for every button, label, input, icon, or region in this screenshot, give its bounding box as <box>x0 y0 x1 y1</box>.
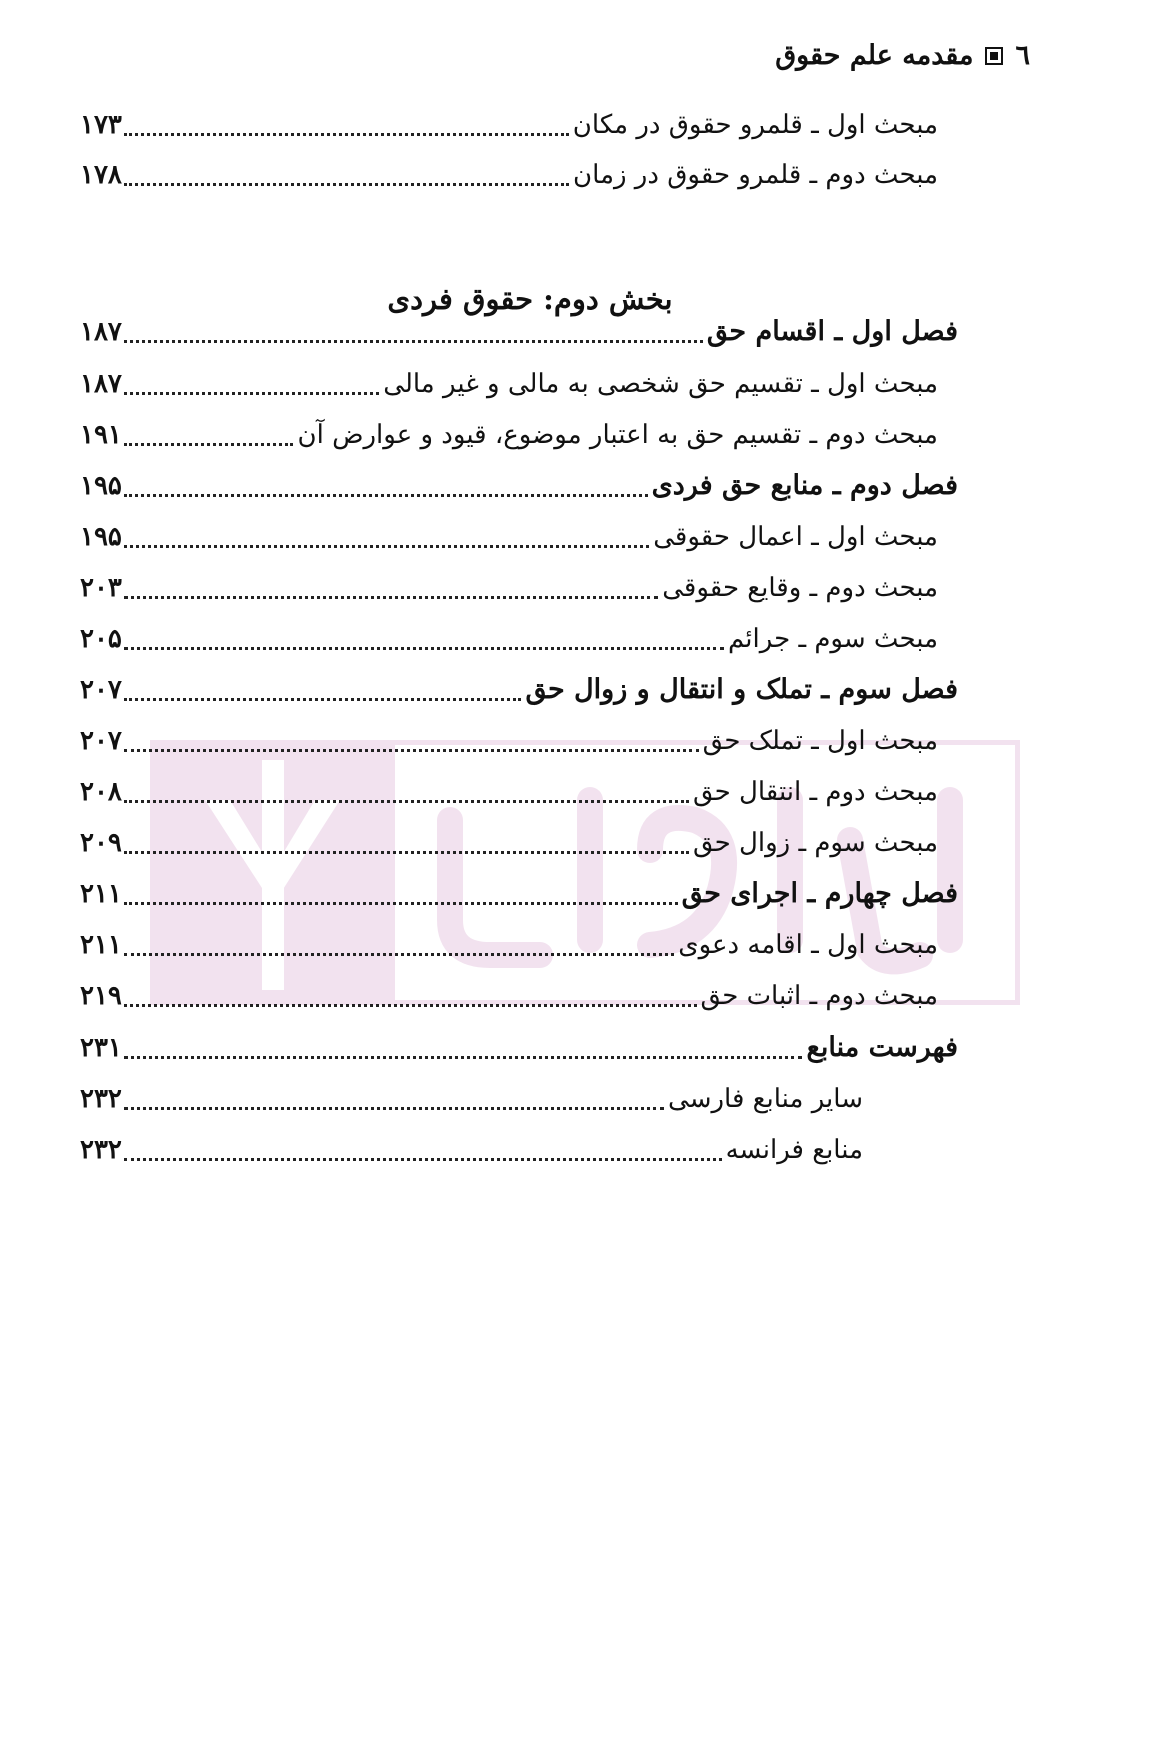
toc-leader-dots <box>124 443 294 446</box>
toc-entry <box>80 872 958 912</box>
toc-entry-page: ۲۳۲ <box>80 1084 122 1114</box>
toc-entry-page: ۱۷۳ <box>80 110 122 140</box>
toc-entry-page: ۲۳۲ <box>80 1135 122 1165</box>
toc-entry-title: مبحث سوم ـ زوال حق <box>692 828 938 858</box>
toc-entry-title: مبحث اول ـ تملک حق <box>702 726 938 756</box>
toc-leader-dots <box>124 340 703 343</box>
toc-leader-dots <box>124 953 674 956</box>
toc-entry-page: ۱۸۷ <box>80 369 122 399</box>
toc-entry <box>80 103 938 143</box>
toc-entry-page: ۲۱۱ <box>80 879 122 909</box>
toc-entry <box>80 974 938 1014</box>
toc-entry-title: فصل دوم ـ منابع حق فردی <box>651 470 958 501</box>
toc-entry-title: فصل اول ـ اقسام حق <box>706 316 958 347</box>
toc-entry-title: سایر منابع فارسی <box>668 1084 863 1114</box>
toc-leader-dots <box>124 1158 722 1161</box>
toc-entry <box>80 413 938 453</box>
toc-leader-dots <box>124 596 658 599</box>
toc-entry-page: ۲۰۹ <box>80 828 122 858</box>
toc-entry <box>80 310 958 350</box>
part-heading: بخش دوم: حقوق فردی <box>387 282 673 316</box>
page-number: ٦ <box>1015 40 1030 71</box>
toc-entry-page: ۱۹۵ <box>80 522 122 552</box>
toc-entry <box>80 821 938 861</box>
toc-leader-dots <box>124 749 699 752</box>
toc-leader-dots <box>124 698 522 701</box>
toc-leader-dots <box>124 902 678 905</box>
toc-entry <box>80 153 938 193</box>
toc-leader-dots <box>124 133 569 136</box>
toc-entry-page: ۱۷۸ <box>80 160 122 190</box>
toc-entry-title: مبحث اول ـ اقامه دعوی <box>678 930 938 960</box>
toc-entry <box>80 617 938 657</box>
toc-entry <box>80 668 958 708</box>
toc-entry-page: ۱۸۷ <box>80 317 122 347</box>
toc-entry-page: ۲۱۹ <box>80 981 122 1011</box>
toc-entry-title: مبحث دوم ـ اثبات حق <box>700 981 938 1011</box>
toc-entry-page: ۱۹۵ <box>80 471 122 501</box>
toc-entry-page: ۲۰۷ <box>80 726 122 756</box>
toc-entry-title: فصل سوم ـ تملک و انتقال و زوال حق <box>525 674 958 705</box>
toc-entry-title: مبحث اول ـ اعمال حقوقی <box>653 522 938 552</box>
toc-entry <box>80 515 938 555</box>
page-header <box>775 40 1030 71</box>
toc-entry <box>80 1128 863 1168</box>
toc-entry-title: مبحث دوم ـ انتقال حق <box>692 777 938 807</box>
toc-entry <box>80 566 938 606</box>
toc-entry <box>80 770 938 810</box>
toc-leader-dots <box>124 851 689 854</box>
toc-entry-page: ۱۹۱ <box>80 420 122 450</box>
toc-entry-page: ۲۰۸ <box>80 777 122 807</box>
toc-leader-dots <box>124 800 689 803</box>
toc-entry-title: مبحث دوم ـ وقایع حقوقی <box>662 573 938 603</box>
toc-entry-title: مبحث اول ـ قلمرو حقوق در مکان <box>572 110 938 140</box>
toc-entry-title: مبحث سوم ـ جرائم <box>728 624 938 654</box>
toc-leader-dots <box>124 494 648 497</box>
toc-entry <box>80 362 938 402</box>
toc-leader-dots <box>124 1056 803 1059</box>
toc-entry-title: فصل چهارم ـ اجرای حق <box>681 878 958 909</box>
toc-leader-dots <box>124 545 649 548</box>
square-bullet-icon <box>985 47 1003 65</box>
toc-entry-page: ۲۰۵ <box>80 624 122 654</box>
toc-leader-dots <box>124 1107 664 1110</box>
toc-leader-dots <box>124 183 569 186</box>
toc-entry-title: فهرست منابع <box>806 1032 958 1063</box>
toc-entry-title: منابع فرانسه <box>725 1135 863 1165</box>
toc-leader-dots <box>124 647 724 650</box>
toc-entry-title: مبحث دوم ـ تقسیم حق به اعتبار موضوع، قیود و عوارض آن <box>297 420 938 450</box>
toc-entry <box>80 1026 958 1066</box>
toc-entry-title: مبحث دوم ـ قلمرو حقوق در زمان <box>573 160 938 190</box>
toc-leader-dots <box>124 1004 697 1007</box>
toc-entry <box>80 464 958 504</box>
toc-leader-dots <box>124 392 379 395</box>
toc-entry <box>80 1077 863 1117</box>
toc-entry-page: ۲۱۱ <box>80 930 122 960</box>
book-title: مقدمه علم حقوق <box>775 40 974 71</box>
toc-entry-page: ۲۰۳ <box>80 573 122 603</box>
toc-entry <box>80 923 938 963</box>
toc-entry-title: مبحث اول ـ تقسیم حق شخصی به مالی و غیر مالی <box>383 369 938 399</box>
toc-entry-page: ۲۳۱ <box>80 1033 122 1063</box>
toc-entry <box>80 719 938 759</box>
toc-entry-page: ۲۰۷ <box>80 675 122 705</box>
